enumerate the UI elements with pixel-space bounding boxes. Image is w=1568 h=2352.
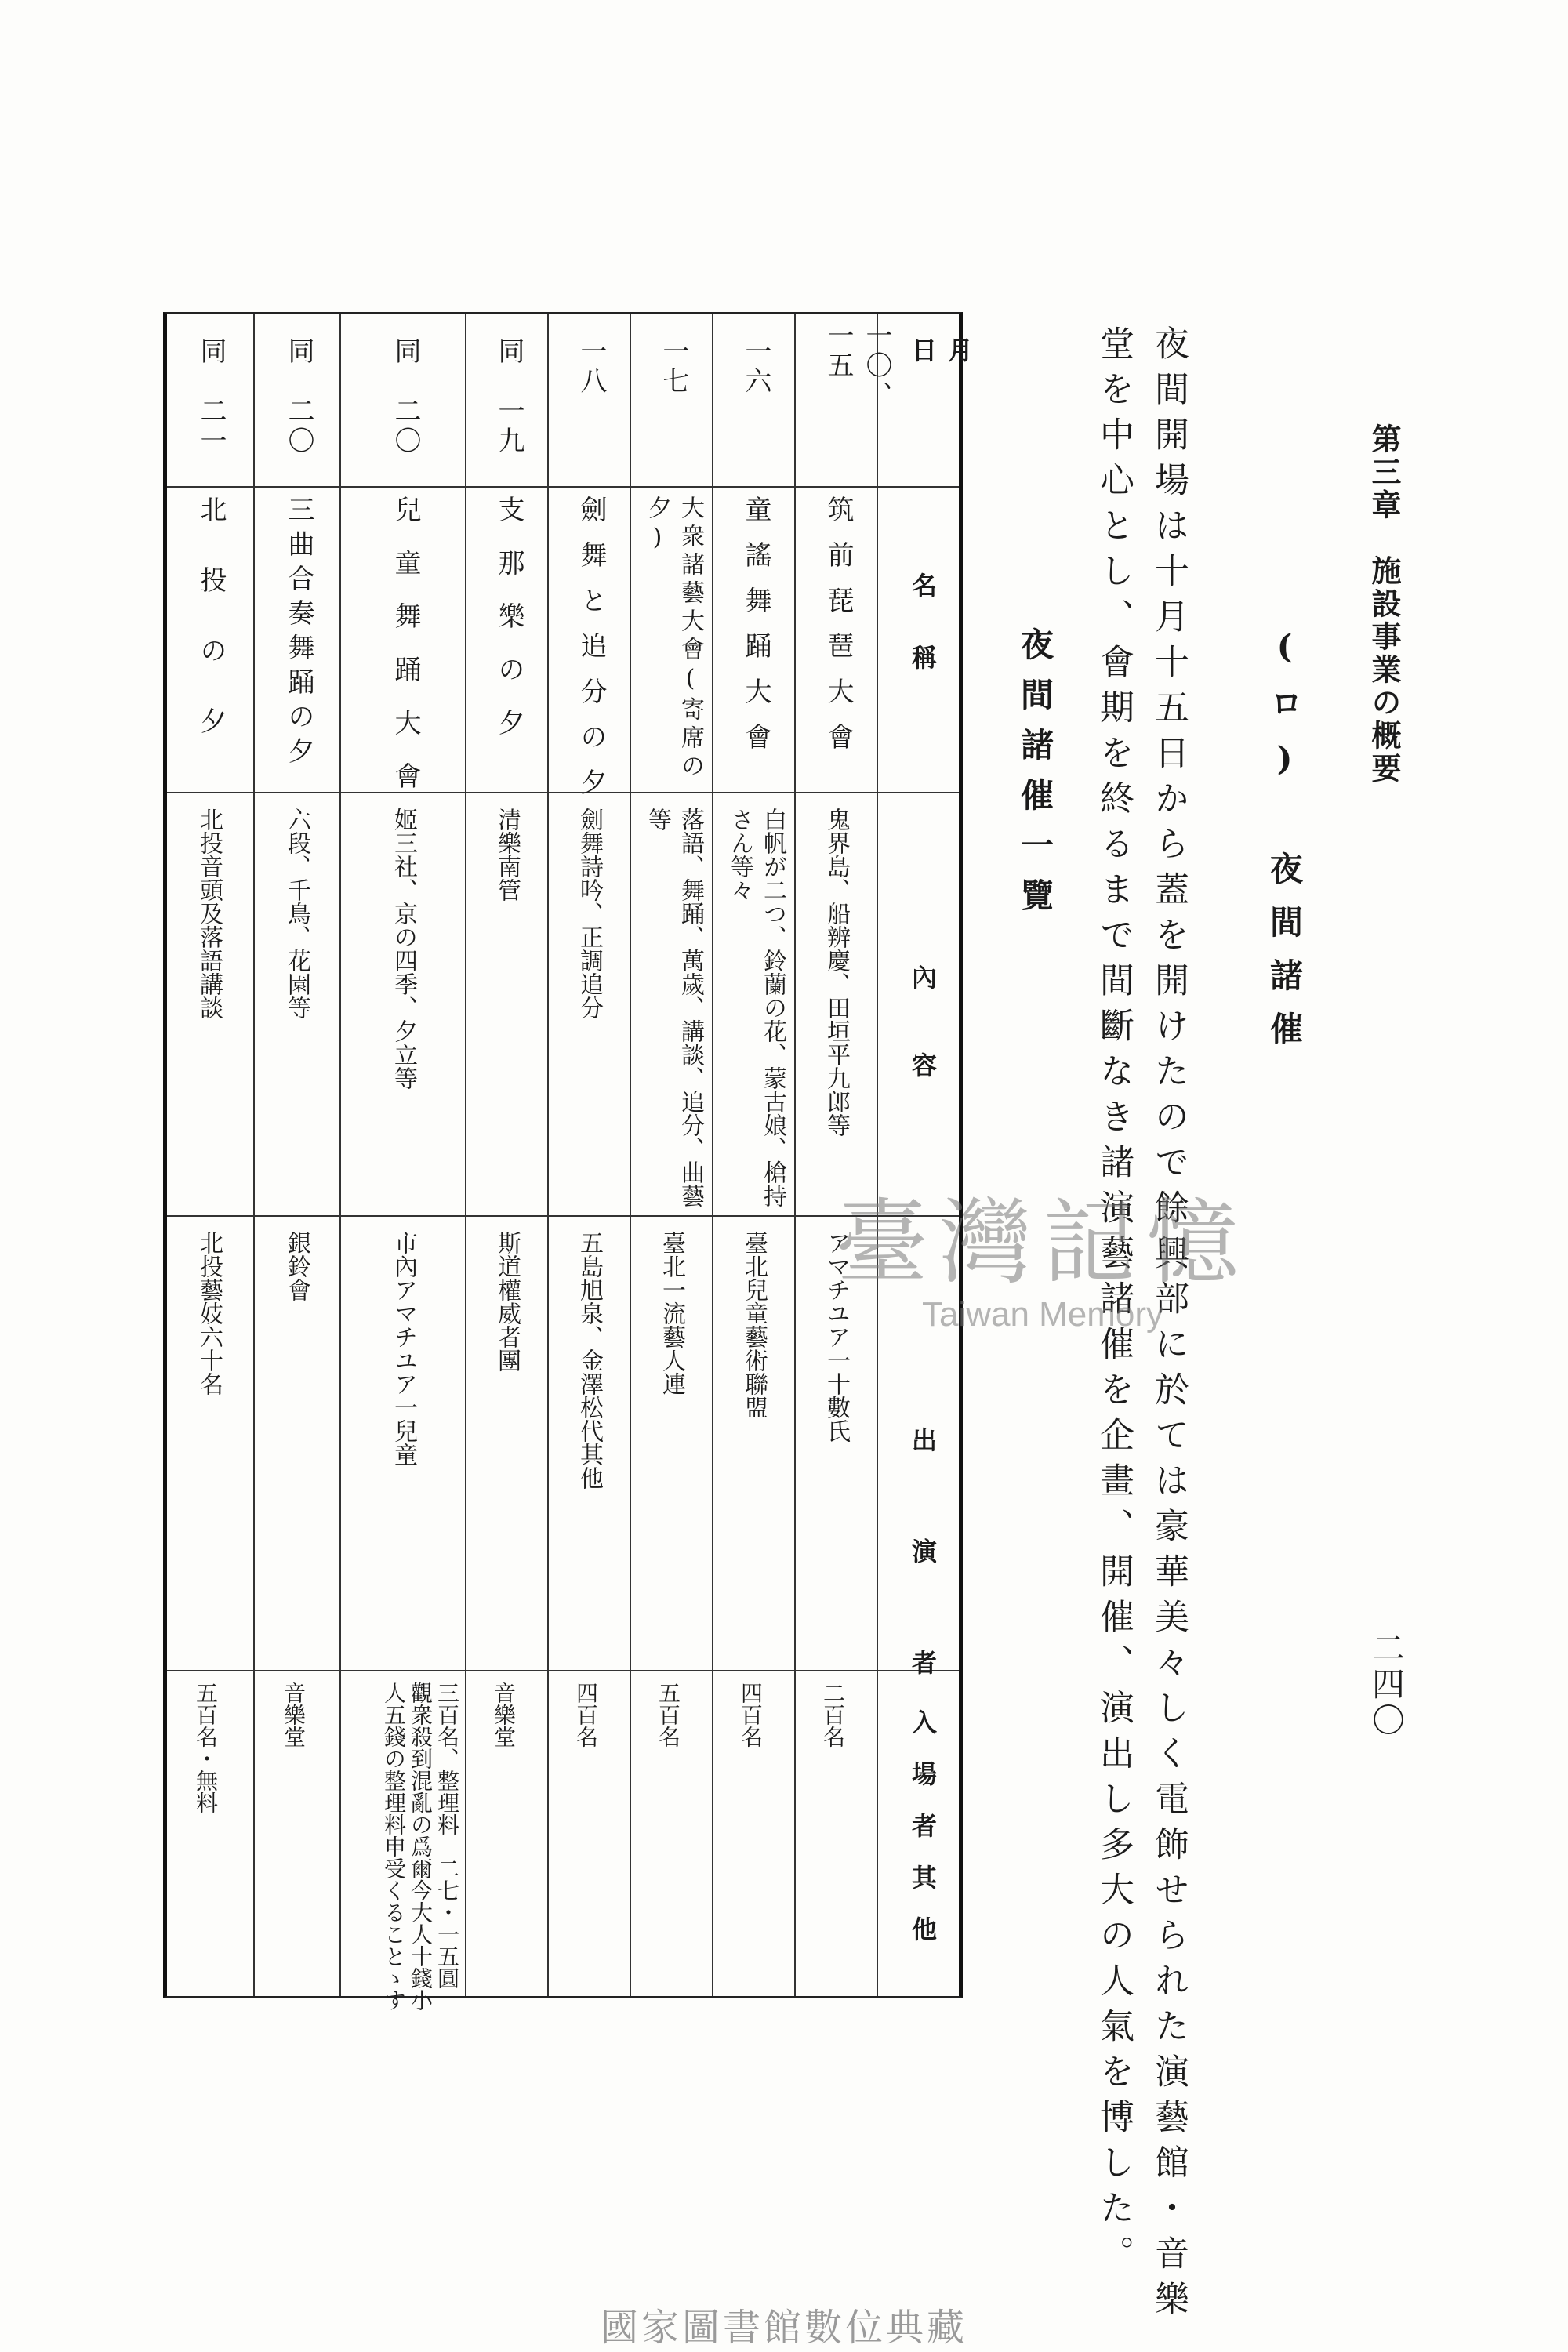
table-row: [253, 314, 339, 1996]
row-date: 同 二〇: [390, 337, 421, 456]
events-table: [163, 312, 974, 2011]
row-performer: 五島旭泉、金澤松代其他: [575, 1231, 603, 1490]
paragraph-line-2: 堂を中心とし、會期を終るまで間斷なき諸演藝諸催を企畫、開催、演出し多大の人氣を博した。: [1094, 325, 1134, 2281]
row-content: 鬼界島、船辨慶、田垣平九郎等: [822, 808, 850, 1137]
row-content: 姬三社、京の四季、夕立等: [390, 808, 417, 1090]
header-name: 名稱: [908, 572, 938, 717]
row-content: 北投音頭及落語講談: [195, 808, 223, 1019]
row-other: 音樂堂: [491, 1682, 517, 1748]
row-content: 白帆が二つ、鈴蘭の花、蒙古娘、槍持さん等々: [726, 808, 786, 1207]
row-content: 六段、千鳥、花園等: [283, 808, 310, 1019]
table-row: [794, 314, 892, 1996]
paragraph-line-1: 夜間開場は十月十五日から蓋を開けたので餘興部に於ては豪華美々しく電飾せられた演藝館・音樂: [1149, 325, 1189, 2326]
row-name: 支那樂の夕: [493, 495, 524, 762]
row-name: 童謠舞踊大會: [740, 495, 771, 768]
row-other: 四百名: [573, 1682, 599, 1748]
row-other: 音樂堂: [281, 1682, 307, 1748]
row-name: 北投の夕: [195, 495, 227, 778]
row-other: 四百名: [738, 1682, 764, 1748]
row-date: 同 二〇: [283, 337, 314, 456]
row-other: 五百名: [655, 1682, 681, 1748]
table-row: [712, 314, 794, 1996]
table-row: [465, 314, 547, 1996]
row-other: 三百名、整理料 二七・一五圓 觀衆殺到混亂の爲爾今大人十錢小人五錢の整理料申受くることゝす: [381, 1682, 460, 2011]
row-name: 劍舞と追分の夕: [575, 495, 607, 814]
row-other: 五百名・無料: [193, 1682, 219, 1813]
row-date: 同 二一: [195, 337, 227, 456]
table-row: [167, 314, 253, 1996]
row-performer: 斯道權威者團: [493, 1231, 521, 1372]
row-date: 一六: [740, 337, 771, 397]
chapter-heading: 第三章 施設事業の概要: [1367, 423, 1402, 786]
row-date: 同 一九: [493, 337, 524, 456]
row-name: 大衆諸藝大會(寄席の夕): [644, 495, 704, 782]
header-other: 入場者其他: [908, 1709, 938, 1968]
row-date: 一八: [575, 337, 607, 397]
header-performer: 出演者: [908, 1427, 938, 1761]
row-other: 二百名: [820, 1682, 846, 1748]
row-content: 清樂南管: [493, 808, 521, 902]
header-content: 內容: [908, 964, 938, 1140]
row-name: 三曲合奏舞踊の夕: [283, 495, 314, 771]
row-name: 兒童舞踊大會: [390, 495, 421, 815]
row-performer: 北投藝妓六十名: [195, 1231, 223, 1396]
row-content: 落語、舞踊、萬歲、講談、追分、曲藝等: [644, 808, 704, 1207]
watermark: [792, 1168, 1294, 1372]
watermark-chinese: 臺灣記憶: [835, 1189, 1250, 1297]
page-number: 二四〇: [1367, 1631, 1406, 1739]
table-title: 夜間諸催一覽: [1016, 627, 1054, 928]
row-performer: 臺北一流藝人連: [658, 1231, 685, 1396]
watermark-english: Taiwan Memory: [921, 1295, 1164, 1334]
table-header-column: [877, 314, 974, 1996]
row-performer: アマチユア一十數氏: [822, 1231, 850, 1443]
row-name: 筑前琵琶大會: [822, 495, 854, 768]
table-row: [339, 314, 465, 2011]
row-performer: 臺北兒童藝術聯盟: [740, 1231, 768, 1419]
table-row: [630, 314, 712, 1996]
table-row: [547, 314, 630, 1996]
row-content: 劍舞詩吟、正調追分: [575, 808, 603, 1019]
row-date: 一〇、一五: [822, 321, 892, 411]
header-date: 月日: [908, 337, 974, 409]
row-performer: 市內アマチユア一兒童: [390, 1231, 417, 1466]
section-title: (ロ) 夜間諸催: [1265, 627, 1304, 1065]
row-date: 一七: [658, 337, 689, 397]
row-performer: 銀鈴會: [283, 1231, 310, 1301]
footer-credit: 國家圖書館數位典藏: [600, 2306, 967, 2350]
